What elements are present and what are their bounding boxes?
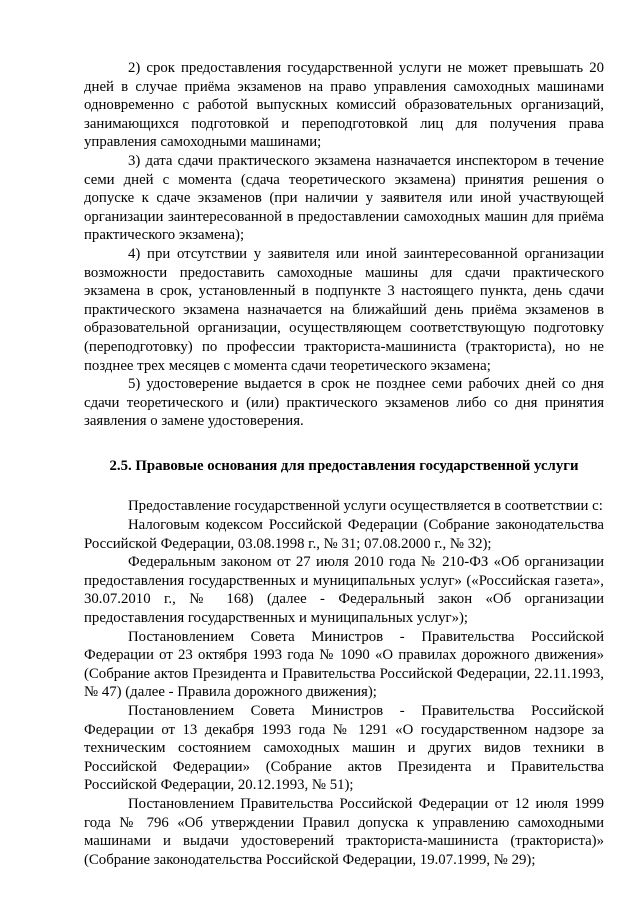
legal-source-resolution-1291: Постановлением Совета Министров - Правительства Российской Федерации от 13 декабря 1993 года № 1291 «О государственном надзоре за техническим состоянием самоходных машин и других видов техники в Российской Федерации» (Собрание актов Президента и Правительства Российской Федерации, 20.12.1993, № 51); bbox=[84, 703, 604, 794]
list-item-2: 2) срок предоставления государственной услуги не может превышать 20 дней в случае приёма экзаменов на право управления самоходных машинами одновременно с работой выпускных комиссий образовательных организаций, занимающихся подготовкой и переподготовкой лиц для получения права управления самоходными машинами; bbox=[84, 60, 604, 151]
legal-source-federal-law-210: Федеральным законом от 27 июля 2010 года № 210-ФЗ «Об организации предоставления государственных и муниципальных услуг» («Российская газета», 30.07.2010 г., № 168) (далее - Федеральный закон «Об организации предоставления государственных и муниципальных услуг»); bbox=[84, 554, 604, 627]
legal-source-resolution-796: Постановлением Правительства Российской Федерации от 12 июля 1999 года № 796 «Об утверждении Правил допуска к управлению самоходными машинами и выдачи удостоверений тракториста-машиниста (тракториста)» (Собрание законодательства Российской Федерации, 19.07.1999, № 29); bbox=[84, 795, 604, 868]
list-item-3: 3) дата сдачи практического экзамена назначается инспектором в течение семи дней с момента (сдача теоретического экзамена) принятия решения о допуске к сдаче экзаменов (при наличии у заявителя или иной участвующей организации заинтересованной в предоставлении самоходных машин для приёма практического экзамена); bbox=[84, 152, 604, 244]
document-body bbox=[84, 59, 604, 869]
list-item-4: 4) при отсутствии у заявителя или иной заинтересованной организации возможности предоставить самоходные машины для сдачи практического экзамена в срок, установленный в подпункте 3 настоящего пункта, день сдачи практического экзамена назначается на ближайший день приёма экзаменов в образовательной организации, осуществляющем соответствующую подготовку (переподготовку) по профессии тракториста-машиниста (тракториста), но не позднее трех месяцев с момента сдачи теоретического экзамена; bbox=[84, 245, 604, 374]
section-intro: Предоставление государственной услуги осуществляется в соответствии с: bbox=[128, 498, 603, 515]
legal-source-tax-code: Налоговым кодексом Российской Федерации (Собрание законодательства Российской Федерации, 03.08.1998 г., № 31; 07.08.2000 г., № 32); bbox=[84, 517, 604, 552]
legal-source-resolution-1090: Постановлением Совета Министров - Правительства Российской Федерации от 23 октября 1993 года № 1090 «О правилах дорожного движения» (Собрание актов Президента и Правительства Российской Федерации, 22.11.1993, № 47) (далее - Правила дорожного движения); bbox=[84, 628, 604, 701]
list-item-5: 5) удостоверение выдается в срок не позднее семи рабочих дней со дня сдачи теоретического и (или) практического экзаменов либо со дня принятия заявления о замене удостоверения. bbox=[84, 376, 604, 430]
section-heading: 2.5. Правовые основания для предоставления государственной услуги bbox=[109, 457, 579, 474]
